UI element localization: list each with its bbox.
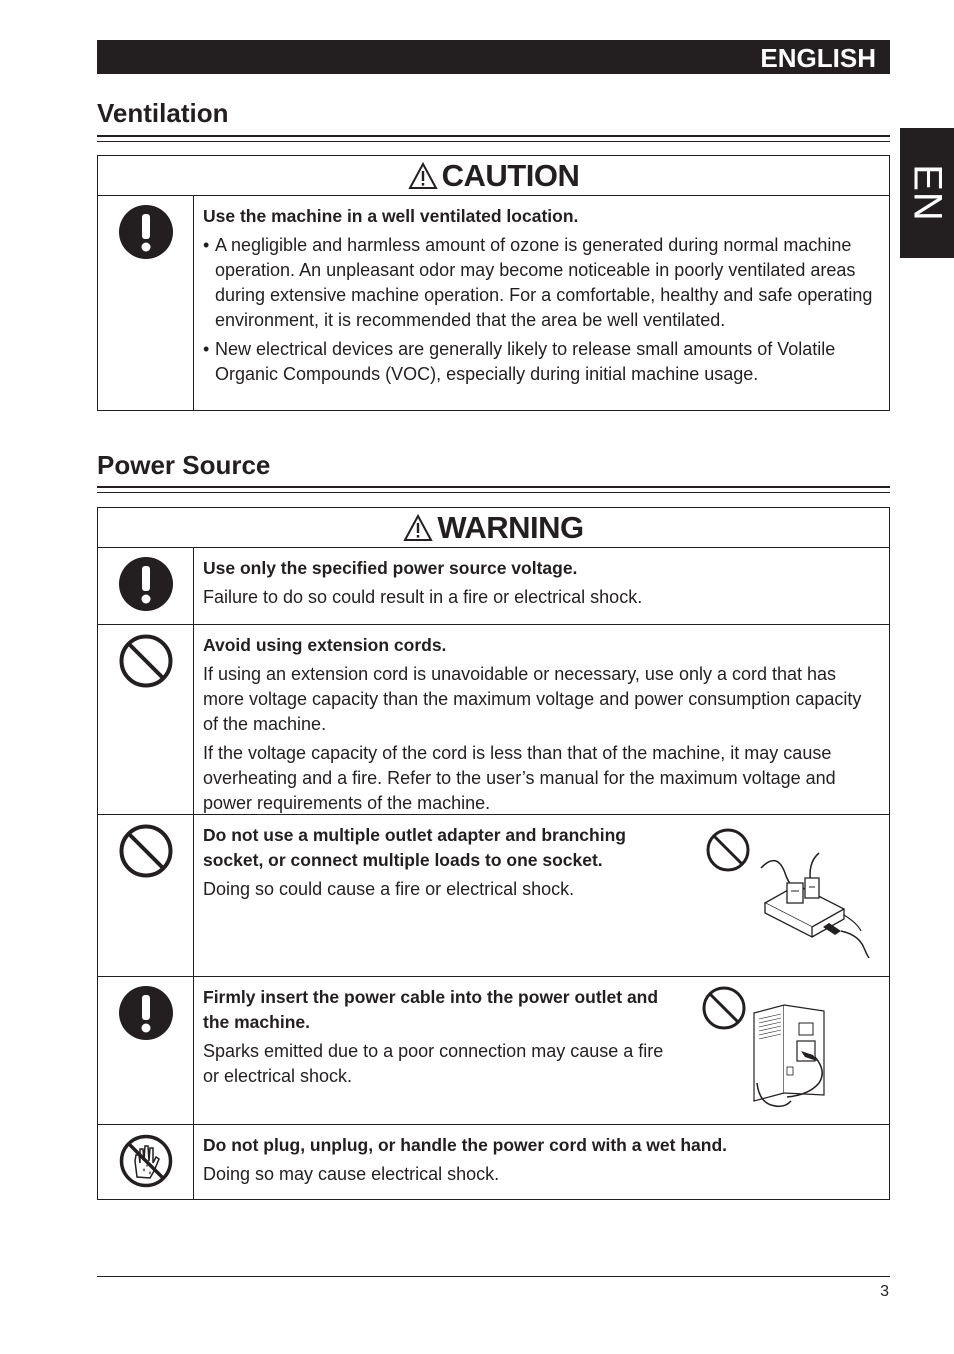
warning-row (98, 624, 889, 814)
icon-cell (98, 196, 194, 410)
row-heading: Use the machine in a well ventilated location. (203, 206, 579, 226)
row-heading: Use only the specified power source voltage. (203, 558, 578, 578)
prohibition-icon (118, 823, 174, 879)
caution-box (97, 155, 890, 411)
section-divider (97, 135, 890, 142)
warning-triangle-icon (403, 514, 433, 542)
section-title-ventilation: Ventilation (97, 98, 229, 128)
bullet-item: • A negligible and harmless amount of ozone is generated during normal machine operation. An unpleasant odor may become noticeable in poorly ventilated areas during extensive machine operation. For a comfortable, healthy and safe operating environment, it is recommended that the area be well ventilated. (203, 233, 881, 333)
icon-cell (98, 1125, 194, 1200)
icon-cell (98, 815, 194, 976)
prohibition-icon (118, 633, 174, 689)
row-body: Doing so may cause electrical shock. (203, 1164, 500, 1184)
power-strip-illustration (699, 823, 879, 958)
footer-rule (97, 1276, 890, 1277)
machine-power-inlet-illustration (699, 983, 879, 1118)
row-body: Failure to do so could result in a fire or electrical shock. (203, 587, 643, 607)
icon-cell (98, 625, 194, 814)
mandatory-icon (118, 985, 174, 1041)
warning-heading (98, 508, 889, 548)
row-heading: Do not plug, unplug, or handle the power cord with a wet hand. (203, 1135, 728, 1155)
language-bar (97, 40, 890, 74)
icon-cell (98, 548, 194, 624)
bullet-item: • New electrical devices are generally likely to release small amounts of Volatile Organic Compounds (VOC), especially during initial machine usage. (203, 337, 881, 387)
icon-cell (98, 977, 194, 1124)
caution-row (98, 196, 889, 410)
row-body: Doing so could cause a fire or electrical shock. (203, 879, 575, 899)
row-heading: Firmly insert the power cable into the power outlet and the machine. (203, 987, 659, 1032)
bullet-text: A negligible and harmless amount of ozone is generated during normal machine operation. An unpleasant odor may become noticeable in poorly ventilated areas during extensive machine operation. For a comfortable, healthy and safe operating environment, it is recommended that the area be well ventilated. (215, 235, 873, 330)
row-body: If the voltage capacity of the cord is less than that of the machine, it may cause overheating and a fire. Refer to the user’s manual for the maximum voltage and power requirements of the machine. (203, 743, 836, 813)
section-divider (97, 486, 890, 493)
warning-row (98, 814, 889, 976)
warning-heading-text: WARNING (437, 509, 584, 545)
bullet-text: New electrical devices are generally likely to release small amounts of Volatile Organic Compounds (VOC), especially during initial machine usage. (215, 339, 836, 384)
caution-heading (98, 156, 889, 196)
language-side-tab-label: EN (905, 164, 950, 222)
warning-row (98, 548, 889, 624)
row-heading: Do not use a multiple outlet adapter and branching socket, or connect multiple loads to one socket. (203, 825, 626, 870)
page-number: 3 (880, 1283, 889, 1300)
warning-row (98, 1124, 889, 1200)
no-wet-hands-icon (118, 1133, 174, 1189)
row-heading: Avoid using extension cords. (203, 635, 447, 655)
text-cell (194, 548, 889, 624)
warning-triangle-icon (408, 162, 438, 190)
text-cell (194, 815, 889, 976)
text-cell (194, 1125, 889, 1200)
language-label: ENGLISH (760, 43, 876, 73)
row-body: Sparks emitted due to a poor connection may cause a fire or electrical shock. (203, 1041, 664, 1086)
caution-heading-text: CAUTION (441, 157, 580, 193)
warning-row (98, 976, 889, 1124)
section-title-power-source: Power Source (97, 450, 271, 480)
text-cell (194, 625, 889, 814)
mandatory-icon (118, 556, 174, 612)
row-body: If using an extension cord is unavoidable or necessary, use only a cord that has more voltage capacity than the maximum voltage and power consumption capacity of the machine. (203, 664, 862, 734)
mandatory-icon (118, 204, 174, 260)
language-side-tab (900, 128, 954, 258)
warning-box (97, 507, 890, 1200)
text-cell (194, 977, 889, 1124)
text-cell (194, 196, 889, 410)
